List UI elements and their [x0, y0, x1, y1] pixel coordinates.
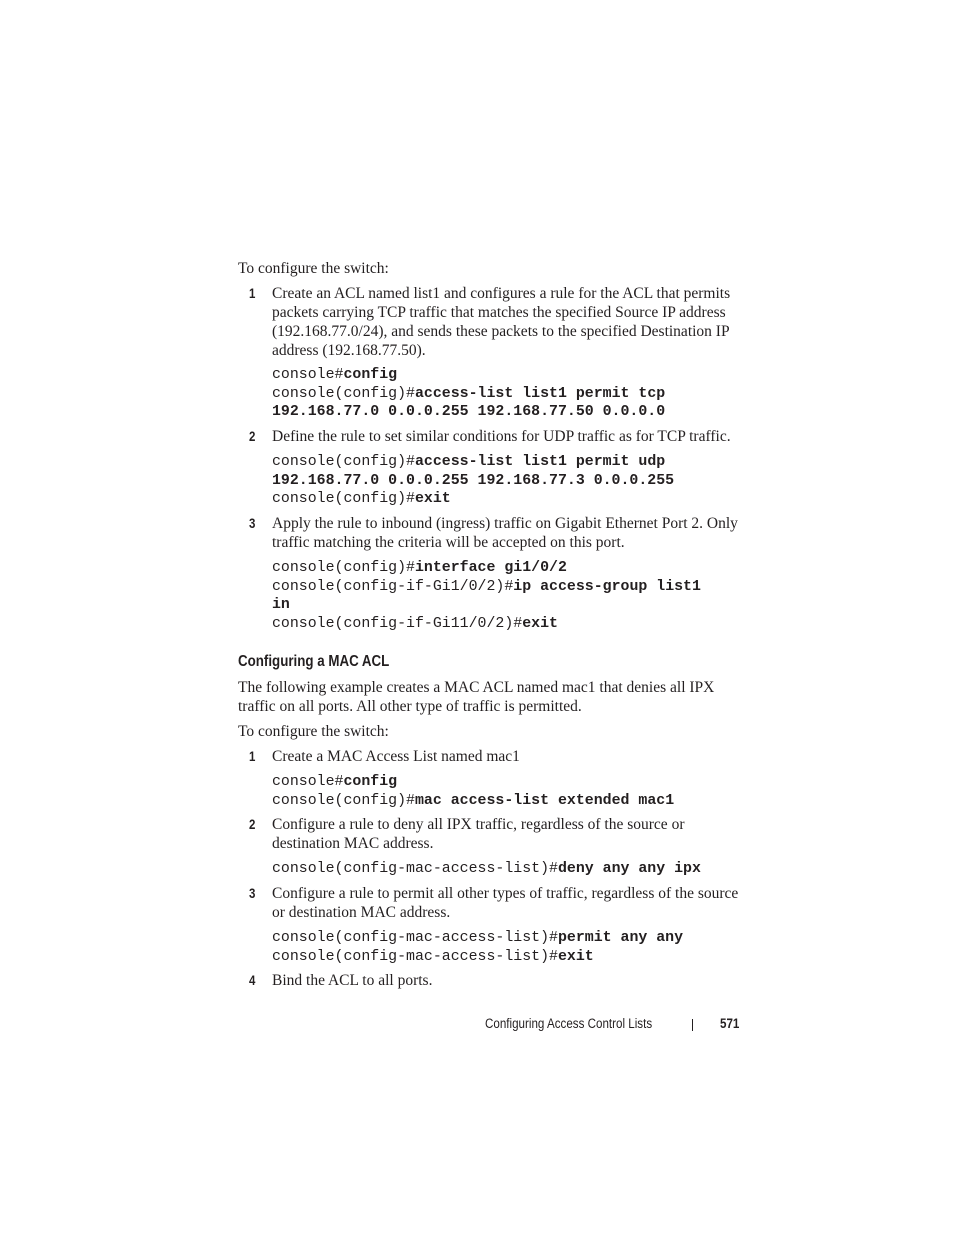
- step-text: Configure a rule to permit all other types of traffic, regardless of the source or destination MAC address.: [272, 885, 739, 921]
- code-prompt: console(config)#: [272, 385, 415, 402]
- code-line: [272, 578, 742, 597]
- intro-text: To configure the switch:: [238, 723, 389, 740]
- code-line: [272, 453, 742, 472]
- step-text: Apply the rule to inbound (ingress) traffic on Gigabit Ethernet Port 2. Only traffic matching the criteria will be accepted on this port.: [272, 515, 738, 551]
- code-block: [272, 366, 742, 422]
- code-prompt: console(config)#: [272, 454, 415, 470]
- code-prompt: console(config)#: [272, 491, 415, 508]
- code-command: exit: [522, 616, 558, 633]
- code-prompt: console(config)#: [272, 560, 415, 576]
- step-text: Bind the ACL to all ports.: [272, 972, 433, 989]
- code-command: access-list list1 permit tcp: [414, 385, 666, 402]
- code-line: [272, 792, 742, 811]
- code-command: 192.168.77.0 0.0.0.255 192.168.77.50 0.0.0.0: [272, 404, 666, 421]
- code-line: [272, 615, 742, 634]
- code-block: [272, 559, 742, 634]
- code-line: [272, 366, 742, 385]
- code-command: mac access-list extended mac1: [414, 792, 675, 809]
- footer-chapter-title: Configuring Access Control Lists: [485, 1016, 653, 1031]
- code-command: access-list list1 permit udp: [414, 454, 666, 470]
- code-line: [272, 929, 742, 948]
- section-description: The following example creates a MAC ACL named mac1 that denies all IPX traffic on all ports. All other type of traffic is permitted.: [238, 679, 715, 715]
- step-text: Define the rule to set similar conditions for UDP traffic as for TCP traffic.: [272, 428, 731, 445]
- code-block: [272, 860, 742, 879]
- code-line: [272, 403, 742, 422]
- code-command: config: [343, 367, 398, 383]
- code-command: exit: [414, 491, 451, 508]
- step-number: 2: [249, 429, 256, 444]
- code-prompt: console(config)#: [272, 792, 415, 809]
- section-heading: Configuring a MAC ACL: [238, 653, 390, 670]
- code-line: [272, 948, 742, 967]
- code-line: [272, 559, 742, 578]
- code-command: exit: [557, 948, 594, 965]
- code-prompt: console(config-if-Gi1/0/2)#: [272, 578, 514, 595]
- code-command: 192.168.77.0 0.0.0.255 192.168.77.3 0.0.0.255: [272, 472, 675, 489]
- code-line: [272, 385, 742, 404]
- code-command: deny any any ipx: [557, 861, 701, 877]
- page-number: 571: [720, 1016, 740, 1031]
- code-prompt: console#: [272, 774, 344, 790]
- step-number: 4: [249, 973, 256, 988]
- code-command: config: [343, 774, 398, 790]
- code-block: [272, 773, 742, 810]
- code-command: interface gi1/0/2: [414, 560, 567, 576]
- code-command: in: [272, 597, 290, 614]
- code-line: [272, 860, 742, 879]
- step-number: 1: [249, 749, 256, 764]
- step-number: 3: [249, 516, 256, 531]
- code-prompt: console(config-mac-access-list)#: [272, 930, 558, 946]
- code-prompt: console#: [272, 367, 344, 383]
- code-line: [272, 490, 742, 509]
- code-prompt: console(config-mac-access-list)#: [272, 948, 558, 965]
- code-block: [272, 453, 742, 509]
- footer-divider: [692, 1019, 693, 1031]
- code-prompt: console(config-mac-access-list)#: [272, 861, 558, 877]
- intro-text: To configure the switch:: [238, 260, 389, 277]
- step-number: 2: [249, 817, 256, 832]
- step-number: 3: [249, 886, 256, 901]
- code-command: permit any any: [557, 930, 684, 946]
- step-number: 1: [249, 286, 256, 301]
- code-line: [272, 472, 742, 491]
- code-line: [272, 596, 742, 615]
- code-prompt: console(config-if-Gi11/0/2)#: [272, 616, 523, 633]
- step-text: Create a MAC Access List named mac1: [272, 748, 520, 765]
- code-block: [272, 929, 742, 966]
- code-command: ip access-group list1: [513, 578, 701, 595]
- step-text: Create an ACL named list1 and configures a rule for the ACL that permits packets carrying TCP traffic that matches the specified Source IP address (192.168.77.0/24), and sends these packets to the specified Destination IP address (192.168.77.50).: [272, 285, 731, 359]
- code-line: [272, 773, 742, 792]
- step-text: Configure a rule to deny all IPX traffic, regardless of the source or destination MAC address.: [272, 816, 685, 852]
